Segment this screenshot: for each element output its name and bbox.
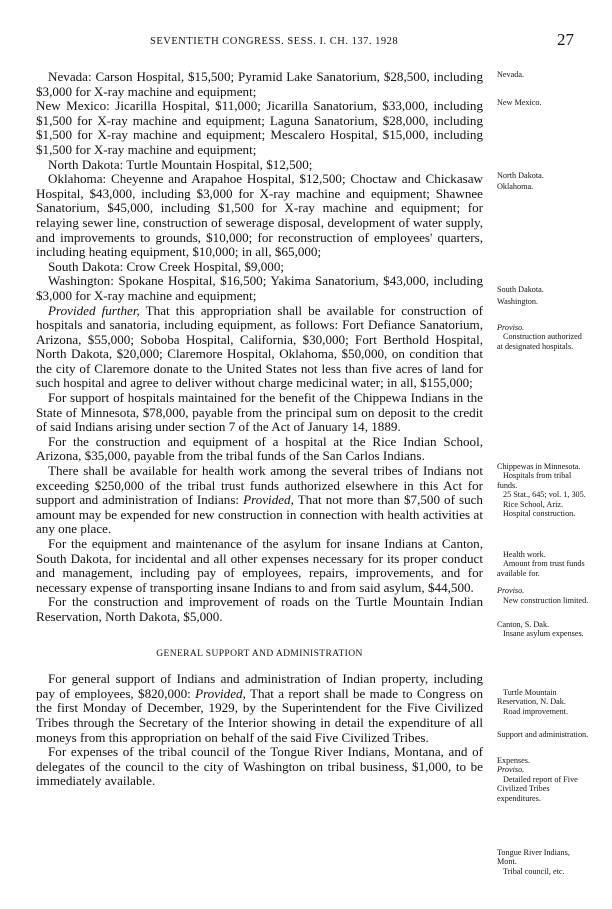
paragraph-canton-asylum: For the equipment and maintenance of the asylum for insane Indians at Canton, South Dakota, for incidental and all other expenses necessary for its proper conduct and management, including pay of employees, repairs, improvements, and for necessary expense of transporting insane Indians to and from said asylum, $44,500. — [36, 536, 483, 595]
margin-note-chippewa — [497, 462, 589, 518]
margin-note-south-dakota: South Dakota. — [497, 285, 544, 294]
proviso-text: That this appropriation shall be available for construction of hospitals and sanatoria, including equipment, as follows: Fort Defiance Sanatorium, Arizona, $55,000; Soboba Hospital, California, $30,000; Fort Berthold Hospital, North Dakota, $20,000; Claremore Hospital, Oklahoma, $50,000, on condition that the city of Claremore donate to the United States not less than five acres of land for such hospital and agree to deliver without charge medicinal water; in all, $155,000; — [36, 302, 484, 391]
page-number: 27 — [557, 30, 574, 49]
margin-health-title: Health work. — [503, 550, 546, 559]
proviso-label: Provided, — [243, 492, 294, 508]
paragraph-nevada: Nevada: Carson Hospital, $15,500; Pyramid Lake Sanatorium, $28,500, including $3,000 for X-ray machine and equipment; — [36, 69, 483, 99]
margin-note-health-work — [497, 550, 589, 605]
margin-rice-school: Rice School, Ariz. — [503, 499, 564, 509]
margin-note-canton — [497, 620, 589, 639]
margin-turtle-title: Turtle Mountain Reservation, N. Dak. — [497, 688, 566, 707]
margin-note-nevada: Nevada. — [497, 70, 525, 79]
margin-new-construction: New construction limited. — [503, 595, 589, 605]
general-support-text-a: For general support of Indians and administration of Indian property, including pay of employees, $820,000: — [36, 671, 483, 701]
paragraph-health-work — [36, 464, 483, 537]
margin-note-new-mexico: New Mexico. — [497, 98, 542, 107]
paragraph-new-mexico: New Mexico: Jicarilla Hospital, $11,000; Jicarilla Sanatorium, $33,000, including $1,500 for X-ray machine and equipment; Laguna Sanatorium, $28,000, including $1,500 for X-ray machine and equipment; Mescalero Hospital, $15,000, including $1,500 for X-ray machine and equipment; — [36, 98, 483, 157]
margin-road-improvement: Road improvement. — [503, 706, 569, 716]
margin-health-funds: Amount from trust funds available for. — [497, 559, 585, 578]
margin-proviso-label: Proviso. — [497, 765, 525, 775]
margin-note-turtle-mountain — [497, 688, 589, 716]
margin-note-tongue-river — [497, 848, 589, 876]
margin-tribal-council: Tribal council, etc. — [503, 866, 565, 876]
general-support-text-b: That a report shall be made to Congress on the first Monday of December, 1929, by the Superintendent for the Five Civilized Tribes through the Secretary of the Interior showing in detail the expenditure of all moneys from this appropriation on behalf of the said Five Civilized Tribes. — [36, 685, 483, 745]
paragraph-north-dakota: North Dakota: Turtle Mountain Hospital, $12,500; — [48, 156, 313, 172]
margin-chippewa-funds: Hospitals from tribal funds. — [497, 471, 572, 490]
paragraph-washington: Washington: Spokane Hospital, $16,500; Yakima Sanatorium, $43,000, including $3,000 for X-ray machine and equipment; — [36, 273, 483, 303]
paragraph-rice-school: For the construction and equipment of a hospital at the Rice Indian School, Arizona, $35,000, payable from the tribal funds of the San Carlos Indians. — [36, 433, 483, 464]
margin-tongue-river-title: Tongue River Indians, Mont. — [497, 848, 570, 867]
paragraph-south-dakota: South Dakota: Crow Creek Hospital, $9,000; — [48, 258, 285, 274]
margin-note-oklahoma: Oklahoma. — [497, 182, 534, 191]
proviso-label: Provided further, — [48, 302, 140, 318]
margin-detailed-report: Detailed report of Five Civilized Tribes expenditures. — [497, 774, 578, 803]
paragraph-chippewa: For support of hospitals maintained for the benefit of the Chippewa Indians in the State of Minnesota, $78,000, payable from the principal sum on deposit to the credit of said Indians arising under section 7 of the Act of January 14, 1889. — [36, 390, 483, 435]
health-work-text-b: That not more than $7,500 of such amount may be expended for new construction in connection with health activities at any one place. — [36, 492, 483, 537]
margin-construction-text: Construction authorized at designated hospitals. — [497, 332, 582, 351]
paragraph-general-support — [36, 672, 483, 745]
running-header: SEVENTIETH CONGRESS. SESS. I. CH. 137. 1928 — [150, 36, 399, 47]
paragraph-proviso-construction — [36, 304, 483, 392]
margin-proviso-label: Proviso. — [497, 586, 525, 596]
margin-hospital-construction: Hospital construction. — [503, 509, 576, 519]
margin-canton-title: Canton, S. Dak. — [497, 620, 550, 629]
margin-note-washington: Washington. — [497, 297, 538, 306]
margin-note-support: Support and administration. — [497, 730, 589, 739]
margin-chippewa-title: Chippewas in Minnesota. — [497, 462, 581, 471]
paragraph-turtle-mountain-roads: For the construction and improvement of roads on the Turtle Mountain Indian Reservation, North Dakota, $5,000. — [36, 594, 483, 624]
margin-expenses-title: Expenses. — [497, 756, 530, 765]
proviso-label: Provided, — [195, 685, 246, 701]
health-work-text-a: There shall be available for health work among the several tribes of Indians not exceeding $250,000 of the tribal trust funds authorized elsewhere in this Act for support and administration of Indians: — [36, 463, 483, 508]
main-text-column — [36, 70, 483, 789]
margin-note-proviso-construction — [497, 323, 589, 351]
margin-note-north-dakota: North Dakota. — [497, 171, 544, 180]
margin-canton-expenses: Insane asylum expenses. — [503, 629, 584, 639]
margin-note-expenses — [497, 756, 589, 803]
section-heading: GENERAL SUPPORT AND ADMINISTRATION — [156, 648, 363, 659]
margin-chippewa-citation: 25 Stat., 645; vol. 1, 305. — [503, 490, 586, 500]
paragraph-tongue-river: For expenses of the tribal council of the Tongue River Indians, Montana, and of delegates of the council to the city of Washington on tribal business, $1,000, to be immediately available. — [36, 744, 483, 789]
paragraph-oklahoma: Oklahoma: Cheyenne and Arapahoe Hospital, $12,500; Choctaw and Chickasaw Hospital, $43,000, including $3,000 for X-ray machine and equipment; Shawnee Sanatorium, $45,000, including $1,500 for X-ray machine and equipment; for relaying sewer line, construction of sewerage disposal, development of water supply, and improvements to grounds, $10,000; for reconstruction of employees' quarters, including heating equipment, $10,000; in all, $65,000; — [36, 171, 483, 260]
margin-proviso-label: Proviso. — [497, 323, 525, 332]
